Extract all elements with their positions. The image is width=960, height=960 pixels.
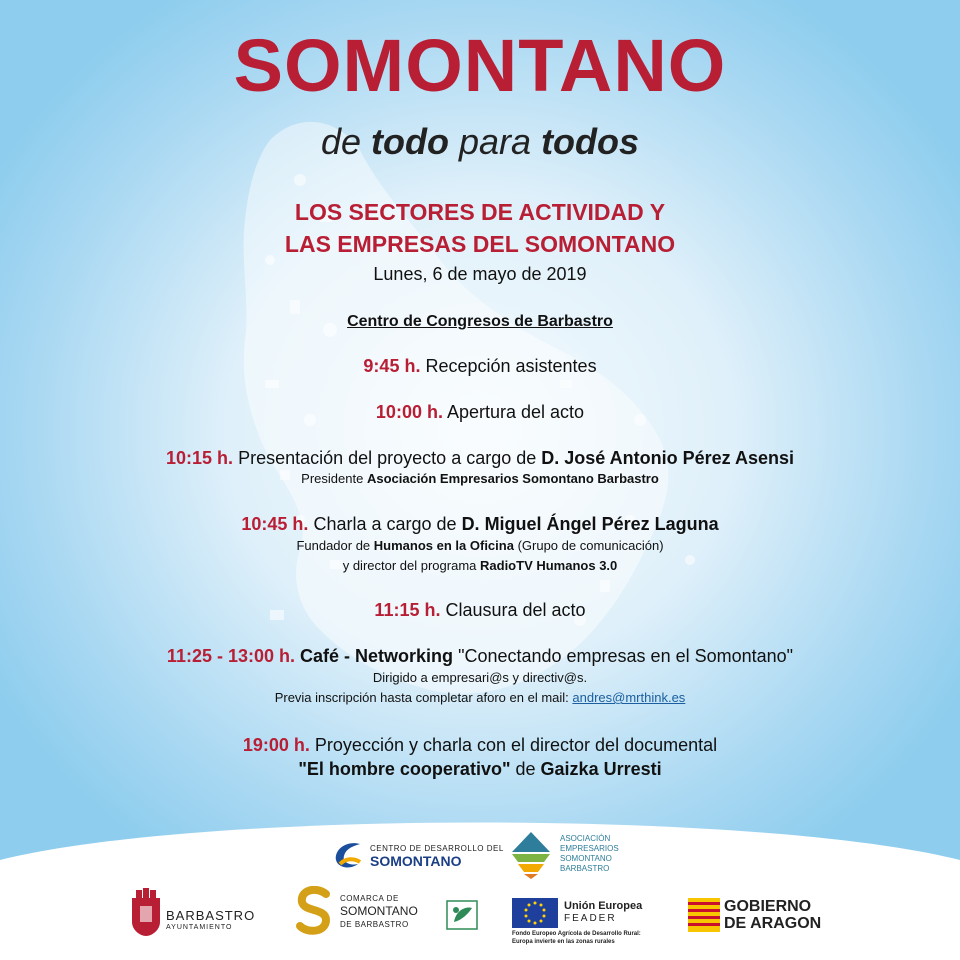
- cds-small-text: CENTRO DE DESARROLLO DEL: [370, 844, 504, 853]
- schedule-item: [0, 512, 960, 536]
- subtitle-text: Presidente: [301, 471, 364, 486]
- schedule-item: [0, 400, 960, 424]
- eu-flag-icon: [512, 898, 558, 928]
- aesb-diamond-icon: [510, 830, 552, 880]
- schedule-text: Presentación del proyecto a cargo de: [238, 448, 537, 468]
- schedule-time: 10:15 h.: [166, 448, 234, 468]
- schedule-time: 10:00 h.: [375, 402, 443, 422]
- tagline: [0, 118, 960, 166]
- subtitle-text: y director del programa: [342, 558, 477, 573]
- schedule-text: Charla a cargo de: [313, 514, 457, 534]
- barbastro-logo: [130, 888, 270, 940]
- aragon-line: DE ARAGON: [724, 915, 822, 932]
- tagline-word: para: [458, 121, 532, 162]
- eu-feader: FEADER: [564, 913, 617, 924]
- cds-swirl-icon: [330, 838, 366, 872]
- leader-logo: [446, 900, 478, 930]
- aesb-logo: [510, 830, 640, 882]
- tagline-word: de: [320, 121, 361, 162]
- schedule-item: [0, 598, 960, 622]
- schedule-time: 11:15 h.: [374, 600, 441, 620]
- schedule-item: [0, 644, 960, 668]
- aesb-line: EMPRESARIOS: [560, 844, 619, 853]
- aesb-text: [560, 834, 619, 874]
- schedule-time: 11:25 - 13:00 h.: [166, 646, 295, 666]
- schedule-text: Clausura del acto: [445, 600, 586, 620]
- speaker-name: D. Miguel Ángel Pérez Laguna: [461, 514, 719, 534]
- schedule-item: [0, 733, 960, 757]
- barbastro-sub: AYUNTAMIENTO: [166, 924, 233, 931]
- schedule-text: Apertura del acto: [446, 402, 585, 422]
- headline-line: LOS SECTORES DE ACTIVIDAD Y: [294, 199, 666, 225]
- comarca-s-icon: [296, 886, 334, 936]
- email-link[interactable]: andres@mrthink.es: [572, 690, 686, 705]
- leader-icon: [446, 900, 478, 930]
- event-venue: Centro de Congresos de Barbastro: [347, 313, 613, 330]
- schedule-subtitle: [0, 688, 960, 708]
- director-name: Gaizka Urresti: [540, 759, 662, 779]
- schedule-time: 9:45 h.: [363, 356, 421, 376]
- comarca-sub: DE BARBASTRO: [340, 920, 409, 929]
- aragon-line: GOBIERNO: [724, 898, 812, 915]
- page-title: SOMONTANO: [233, 24, 727, 107]
- aesb-line: ASOCIACIÓN: [560, 834, 611, 843]
- comarca-logo: [296, 886, 416, 938]
- aesb-line: SOMONTANO: [560, 854, 612, 863]
- film-title: "El hombre cooperativo": [298, 759, 511, 779]
- subtitle-text: (Grupo de comunicación): [517, 538, 664, 553]
- schedule-text: Proyección y charla con el director del documental: [314, 735, 718, 755]
- tagline-word: todo: [371, 121, 449, 162]
- aragon-flag-icon: [688, 898, 720, 932]
- subtitle-text: Previa inscripción hasta completar aforo en el mail:: [274, 690, 569, 705]
- schedule-item: [0, 446, 960, 470]
- headline-line: LAS EMPRESAS DEL SOMONTANO: [284, 231, 676, 257]
- subtitle-text: Fundador de: [296, 538, 371, 553]
- cds-name: SOMONTANO: [370, 853, 462, 869]
- barbastro-shield-icon: [130, 888, 162, 938]
- eu-feader-logo: [512, 898, 682, 946]
- gobierno-aragon-logo: [688, 898, 838, 938]
- aesb-line: BARBASTRO: [560, 864, 610, 873]
- barbastro-name: BARBASTRO: [166, 908, 256, 923]
- schedule-text: "Conectando empresas en el Somontano": [458, 646, 794, 666]
- subtitle-text: de: [515, 759, 536, 779]
- eu-sub1: Fondo Europeo Agrícola de Desarrollo Rural:: [512, 931, 641, 937]
- event-headline: [0, 196, 960, 260]
- schedule-subtitle: [0, 469, 960, 489]
- schedule-time: 19:00 h.: [242, 735, 310, 755]
- schedule-subtitle: Dirigido a empresari@s y directiv@s.: [372, 670, 588, 685]
- eu-sub2: Europa invierte en las zonas rurales: [512, 939, 615, 945]
- schedule-highlight: Café - Networking: [300, 646, 454, 666]
- schedule-item: [0, 354, 960, 378]
- subtitle-bold: RadioTV Humanos 3.0: [480, 558, 618, 573]
- comarca-small: COMARCA DE: [340, 894, 399, 903]
- tagline-word: todos: [541, 121, 640, 162]
- schedule-subtitle: [0, 556, 960, 576]
- cds-logo: [330, 838, 504, 874]
- event-date: Lunes, 6 de mayo de 2019: [373, 264, 587, 284]
- schedule-text: Recepción asistentes: [425, 356, 597, 376]
- schedule-time: 10:45 h.: [241, 514, 309, 534]
- subtitle-bold: Asociación Empresarios Somontano Barbastro: [366, 471, 659, 486]
- schedule-subtitle: [0, 536, 960, 556]
- subtitle-bold: Humanos en la Oficina: [373, 538, 514, 553]
- speaker-name: D. José Antonio Pérez Asensi: [541, 448, 794, 468]
- comarca-name: SOMONTANO: [340, 904, 418, 918]
- schedule-subtitle: [0, 757, 960, 781]
- eu-title: Unión Europea: [564, 900, 643, 912]
